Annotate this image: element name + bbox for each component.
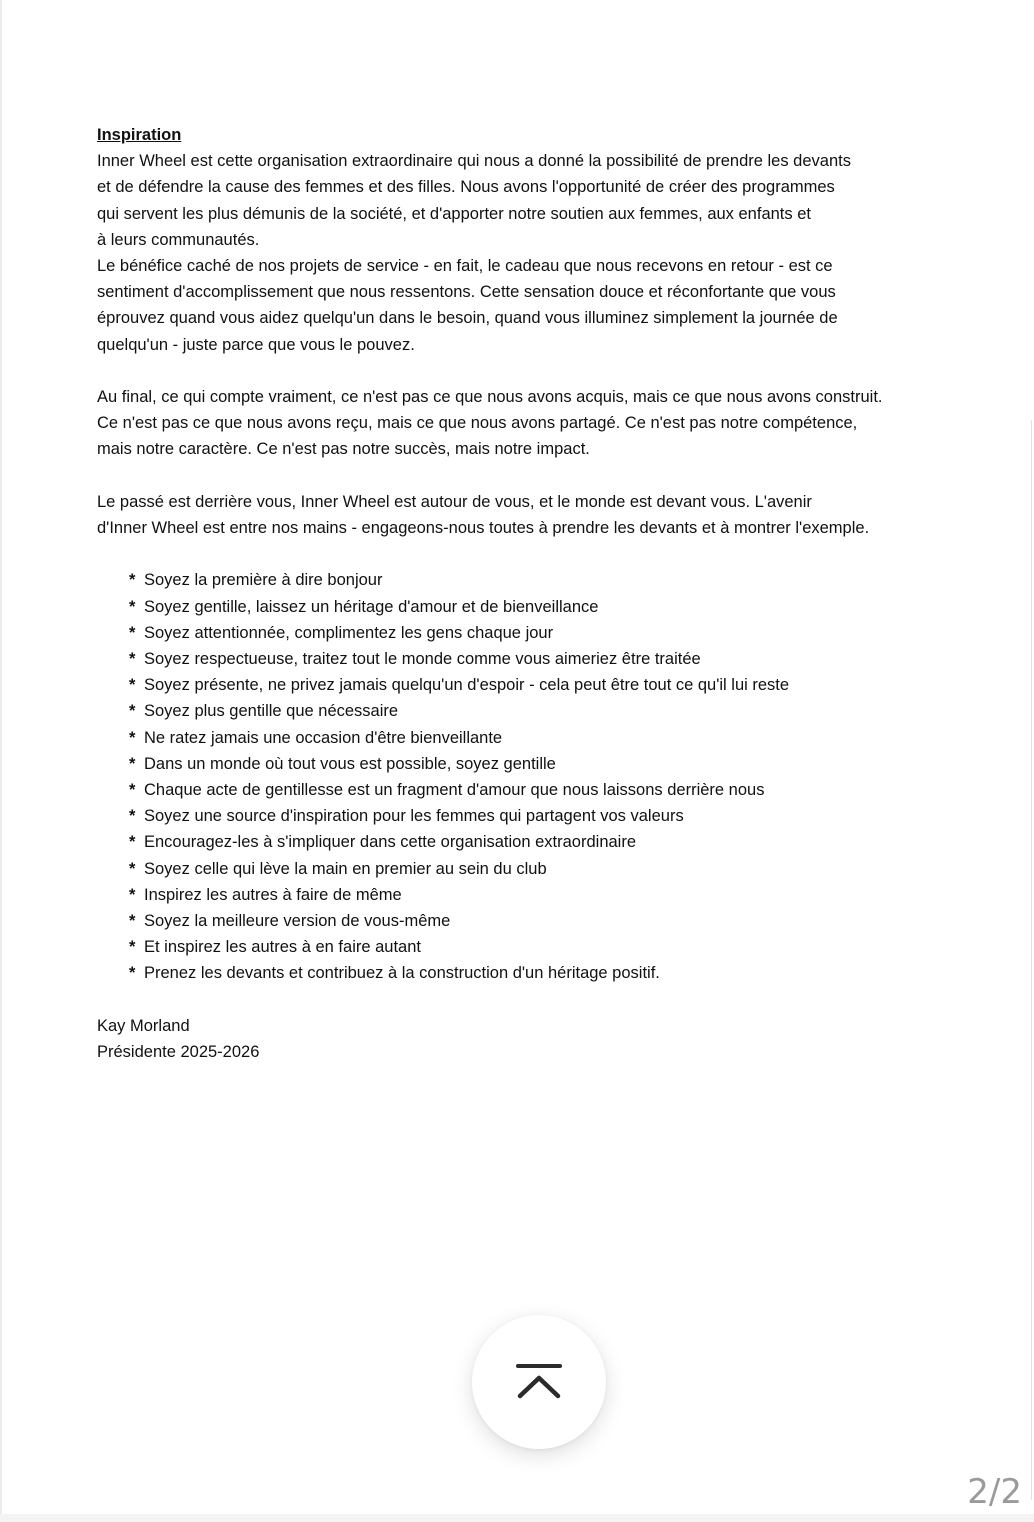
list-item [129, 934, 972, 960]
list-item-text: Prenez les devants et contribuez à la construction d'un héritage positif. [144, 964, 660, 983]
bullet-marker: * [129, 912, 136, 931]
list-item-text: Soyez présente, ne privez jamais quelqu'un d'espoir - cela peut être tout ce qu'il lui reste [144, 676, 790, 695]
text-line: Inner Wheel est cette organisation extraordinaire qui nous a donné la possibilité de prendre les devants [97, 152, 851, 171]
text-line: Ce n'est pas ce que nous avons reçu, mais ce que nous avons partagé. Ce n'est pas notre compétence, [97, 414, 858, 433]
bullet-marker: * [129, 702, 136, 721]
text-line: d'Inner Wheel est entre nos mains - engageons-nous toutes à prendre les devants et à montrer l'exemple. [97, 519, 870, 538]
bullet-marker: * [129, 938, 136, 957]
list-item [129, 829, 972, 855]
bullet-marker: * [129, 964, 136, 983]
list-item-text: Ne ratez jamais une occasion d'être bienveillante [144, 728, 503, 747]
bullet-marker: * [129, 728, 136, 747]
bullet-marker: * [129, 859, 136, 878]
text-line: quelqu'un - juste parce que vous le pouvez. [97, 335, 415, 354]
bullet-marker: * [129, 650, 136, 669]
list-item [129, 803, 972, 829]
paragraph-spacer [97, 358, 972, 384]
bullet-marker: * [129, 885, 136, 904]
paragraph-spacer [97, 987, 972, 1013]
scroll-to-top-icon [514, 1362, 564, 1402]
page-indicator: 2/2 [967, 1472, 1022, 1512]
list-item-text: Soyez plus gentille que nécessaire [144, 702, 399, 721]
bullet-marker: * [129, 597, 136, 616]
paragraph-spacer [97, 541, 972, 567]
bullet-marker: * [129, 754, 136, 773]
list-item [129, 725, 972, 751]
bullet-marker: * [129, 807, 136, 826]
text-line: Au final, ce qui compte vraiment, ce n'est pas ce que nous avons acquis, mais ce que nous avons construit. [97, 388, 883, 407]
text-line: Le passé est derrière vous, Inner Wheel est autour de vous, et le monde est devant vous. L'avenir [97, 492, 812, 511]
list-item-text: Soyez la première à dire bonjour [144, 571, 383, 590]
signature-name: Kay Morland [97, 1016, 190, 1035]
document-content [97, 122, 972, 1065]
text-line: qui servent les plus démunis de la société, et d'apporter notre soutien aux femmes, aux enfants et [97, 204, 811, 223]
list-item [129, 751, 972, 777]
list-item [129, 882, 972, 908]
bullet-marker: * [129, 833, 136, 852]
list-item-text: Et inspirez les autres à en faire autant [144, 938, 421, 957]
section-heading: Inspiration [97, 126, 182, 144]
list-item-text: Encouragez-les à s'impliquer dans cette organisation extraordinaire [144, 833, 637, 852]
list-item-text: Chaque acte de gentillesse est un fragment d'amour que nous laissons derrière nous [144, 781, 765, 800]
bullet-marker: * [129, 571, 136, 590]
bullet-marker: * [129, 676, 136, 695]
text-line: à leurs communautés. [97, 230, 260, 249]
list-item [129, 567, 972, 593]
list-item [129, 698, 972, 724]
list-item [129, 777, 972, 803]
list-item [129, 908, 972, 934]
list-item-text: Soyez attentionnée, complimentez les gens chaque jour [144, 623, 554, 642]
page-edge-bottom [0, 1514, 1034, 1522]
text-line: sentiment d'accomplissement que nous ressentons. Cette sensation douce et réconfortante que vous [97, 283, 836, 302]
text-line: éprouvez quand vous aidez quelqu'un dans le besoin, quand vous illuminez simplement la journée de [97, 309, 838, 328]
bullet-list [97, 567, 972, 986]
list-item-text: Inspirez les autres à faire de même [144, 885, 402, 904]
list-item [129, 646, 972, 672]
list-item-text: Soyez la meilleure version de vous-même [144, 912, 451, 931]
paragraph-future [97, 489, 972, 541]
scroll-to-top-button[interactable] [472, 1315, 606, 1449]
list-item-text: Soyez celle qui lève la main en premier au sein du club [144, 859, 547, 878]
list-item-text: Soyez respectueuse, traitez tout le monde comme vous aimeriez être traitée [144, 650, 701, 669]
signature-block [97, 1013, 972, 1065]
scrollbar-track[interactable] [1031, 420, 1032, 1500]
list-item [129, 594, 972, 620]
list-item [129, 960, 972, 986]
text-line: et de défendre la cause des femmes et des filles. Nous avons l'opportunité de créer des programmes [97, 178, 835, 197]
bullet-marker: * [129, 781, 136, 800]
paragraph-values [97, 384, 972, 463]
text-line: Le bénéfice caché de nos projets de service - en fait, le cadeau que nous recevons en retour - est ce [97, 257, 833, 276]
list-item [129, 672, 972, 698]
list-item [129, 856, 972, 882]
text-line: mais notre caractère. Ce n'est pas notre succès, mais notre impact. [97, 440, 590, 459]
page-edge-left [0, 0, 2, 1522]
paragraph-spacer [97, 463, 972, 489]
bullet-marker: * [129, 623, 136, 642]
signature-title: Présidente 2025-2026 [97, 1043, 260, 1062]
list-item-text: Dans un monde où tout vous est possible, soyez gentille [144, 754, 556, 773]
paragraph-intro [97, 148, 972, 358]
list-item-text: Soyez gentille, laissez un héritage d'amour et de bienveillance [144, 597, 599, 616]
list-item [129, 620, 972, 646]
list-item-text: Soyez une source d'inspiration pour les femmes qui partagent vos valeurs [144, 807, 684, 826]
